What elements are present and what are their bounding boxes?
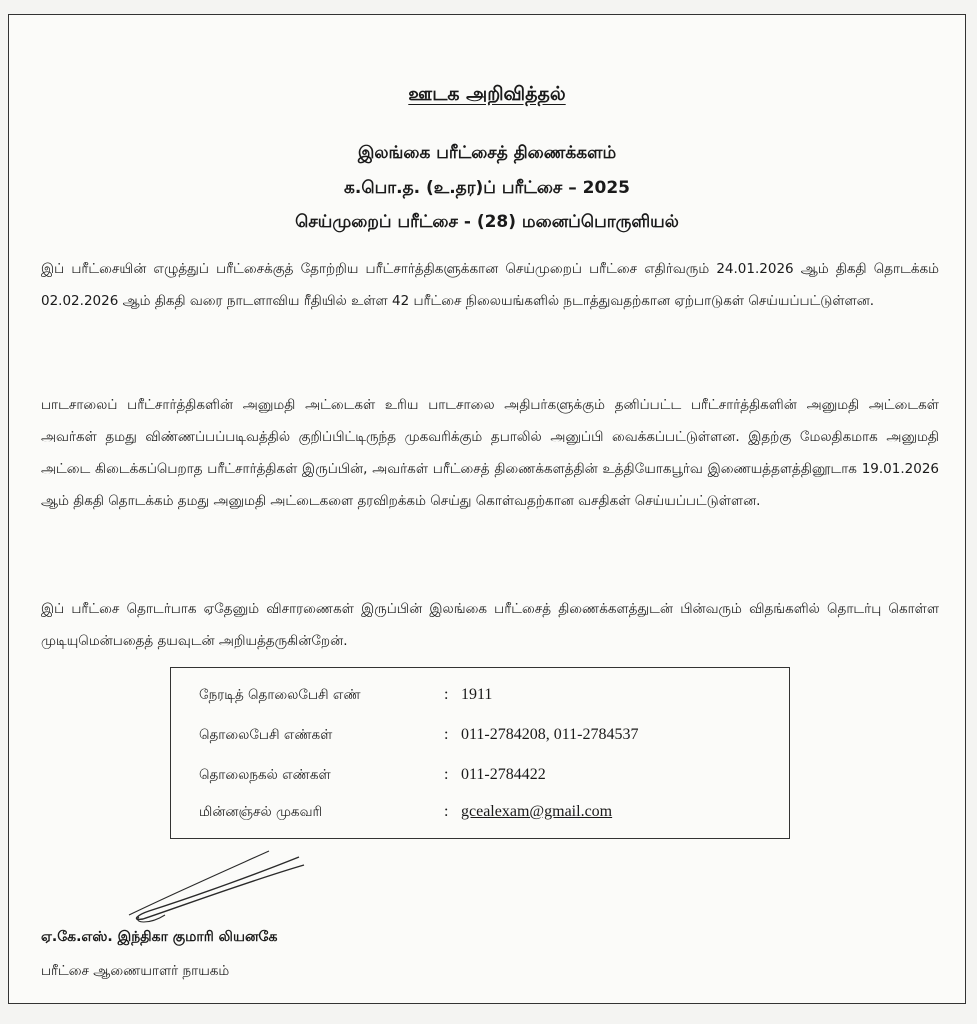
separator-colon: : [444, 686, 449, 703]
notice-page [8, 14, 966, 1004]
signatory-name: ஏ.கே.எஸ். இந்திகா குமாரி லியனகே [41, 929, 278, 945]
separator-colon: : [444, 726, 449, 743]
paragraph-inquiries: இப் பரீட்சை தொடர்பாக ஏதேனும் விசாரணைகள் இருப்பின் இலங்கை பரீட்சைத் திணைக்களத்துடன் பின்வரும் விதங்களில் தொடர்பு கொள்ள முடியுமென்பதைத் தயவுடன் அறியத்தருகின்றேன். [41, 601, 939, 649]
fax-label: தொலைநகல் எண்கள் [199, 767, 331, 783]
signatory-designation: பரீட்சை ஆணையாளர் நாயகம் [41, 963, 230, 979]
separator-colon: : [444, 766, 449, 783]
email-link[interactable]: gcealexam@gmail.com [461, 803, 613, 820]
hotline-value: 1911 [461, 686, 493, 703]
practical-exam-heading: செய்முறைப் பரீட்சை - (28) மனைப்பொருளியல் [295, 212, 679, 232]
email-label: மின்னஞ்சல் முகவரி [199, 804, 323, 820]
handwritten-signature [109, 843, 319, 933]
paragraph-schedule: இப் பரீட்சையின் எழுத்துப் பரீட்சைக்குத் தோற்றிய பரீட்சார்த்திகளுக்கான செய்முறைப் பரீட்சை எதிர்வரும் 24.01.2026 ஆம் திகதி தொடக்கம் 02.02.2026 ஆம் திகதி வரை நாடளாவிய ரீதியில் உள்ள 42 பரீட்சை நிலையங்களில் நடாத்துவதற்கான ஏற்பாடுகள் செய்யப்பட்டுள்ளன. [41, 261, 939, 309]
phone-value: 011-2784208, 011-2784537 [461, 726, 639, 743]
contact-details-box [170, 667, 790, 839]
department-heading: இலங்கை பரீட்சைத் திணைக்களம் [357, 143, 617, 163]
notice-title: ஊடக அறிவித்தல் [408, 83, 566, 105]
paragraph-admission-cards: பாடசாலைப் பரீட்சார்த்திகளின் அனுமதி அட்டைகள் உரிய பாடசாலை அதிபர்களுக்கும் தனிப்பட்ட பரீட்சார்த்திகளின் அனுமதி அட்டைகள் அவர்கள் தமது விண்ணப்பப்படிவத்தில் குறிப்பிட்டிருந்த முகவரிக்கும் தபாலில் அனுப்பி வைக்கப்பட்டுள்ளன. இதற்கு மேலதிகமாக அனுமதி அட்டை கிடைக்கப்பெறாத பரீட்சார்த்திகள் இருப்பின், அவர்கள் பரீட்சைத் திணைக்களத்தின் உத்தியோகபூர்வ இணையத்தளத்தினூடாக 19.01.2026 ஆம் திகதி தொடக்கம் தமது அனுமதி அட்டைகளை தரவிறக்கம் செய்து கொள்வதற்கான வசதிகள் செய்யப்பட்டுள்ளன. [41, 397, 939, 509]
exam-heading: க.பொ.த. (உ.தர)ப் பரீட்சை – 2025 [344, 178, 630, 198]
separator-colon: : [444, 803, 449, 820]
fax-value: 011-2784422 [461, 766, 546, 783]
phone-label: தொலைபேசி எண்கள் [199, 727, 333, 743]
hotline-label: நேரடித் தொலைபேசி எண் [199, 687, 361, 703]
